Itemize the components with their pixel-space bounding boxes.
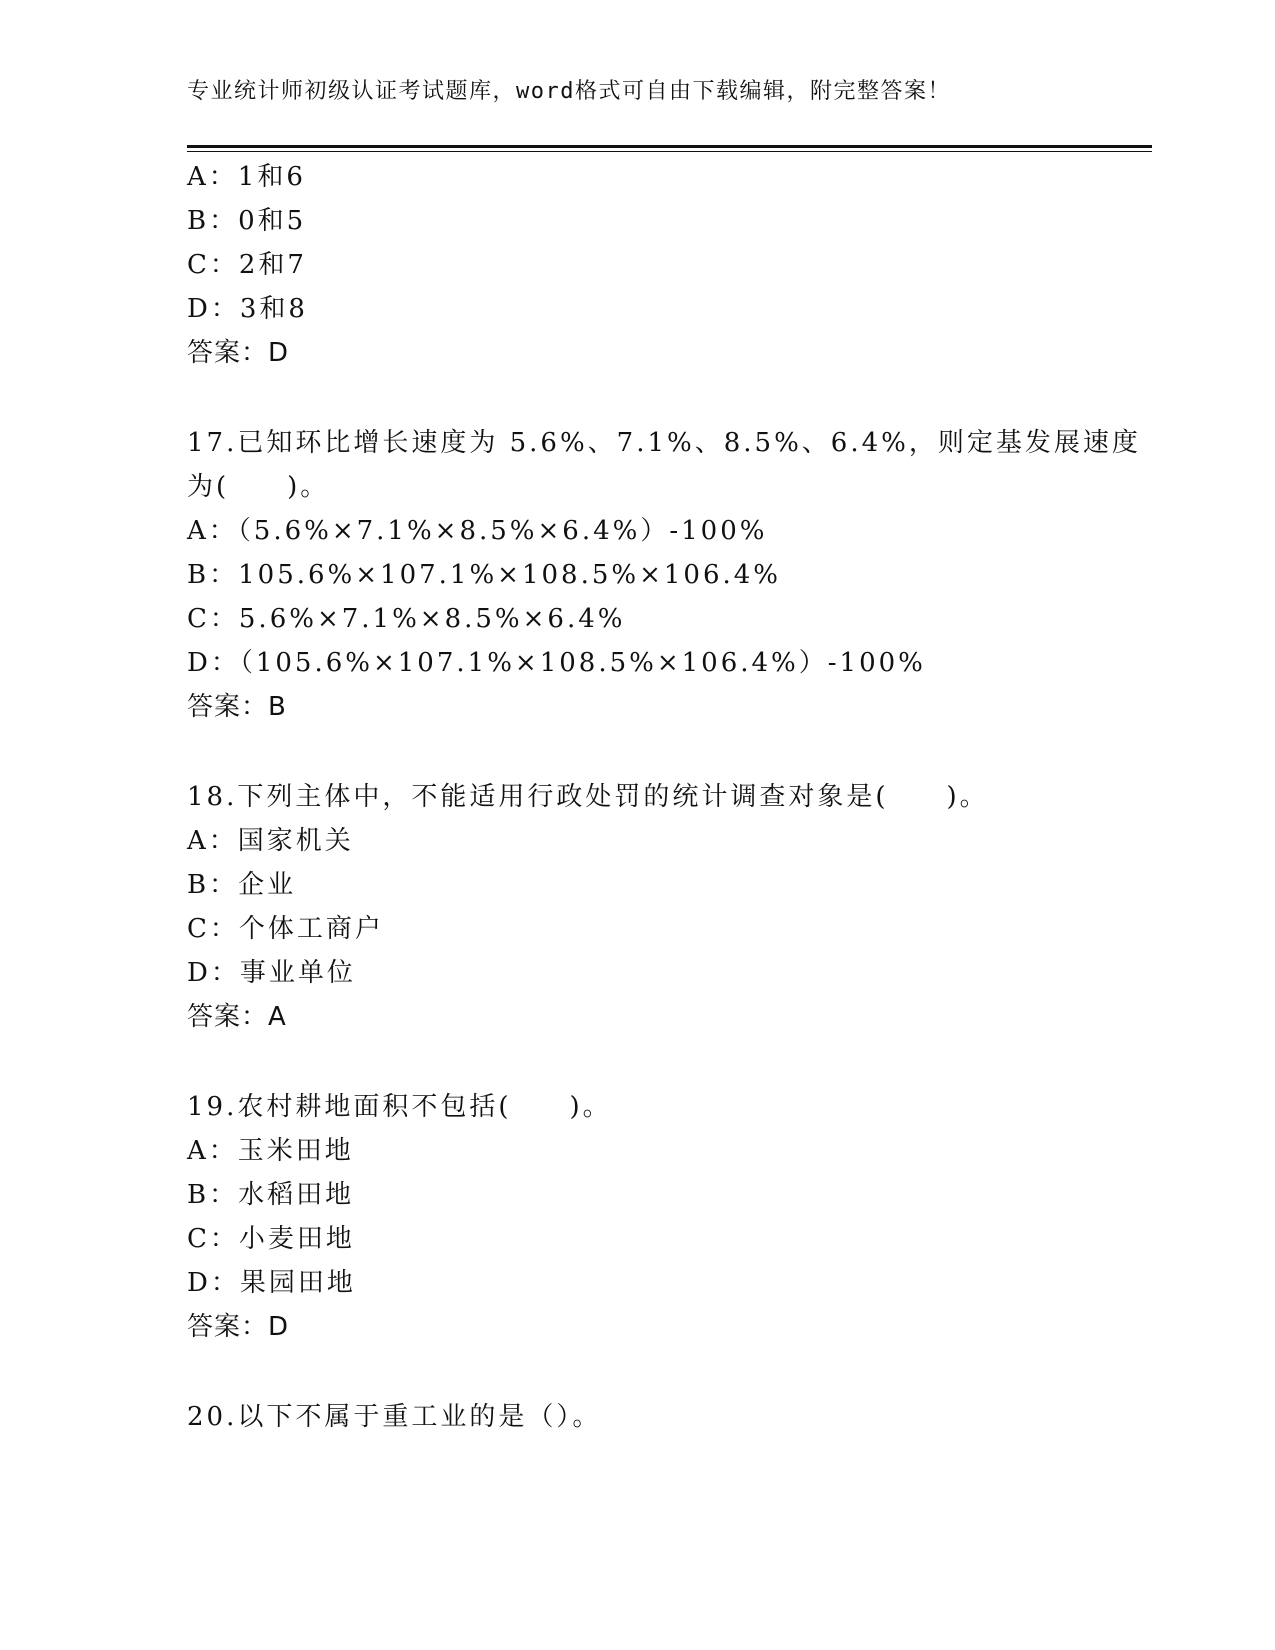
question-stem: 20.以下不属于重工业的是（）。: [187, 1402, 602, 1432]
option-c: C：5.6%×7.1%×8.5%×6.4%: [187, 604, 626, 634]
option-d: D：事业单位: [187, 958, 356, 988]
option-a: A：玉米田地: [187, 1136, 354, 1166]
option-b: B：0和5: [187, 206, 307, 236]
option-a: A：1和6: [187, 162, 306, 192]
question-stem-continued: 为( )。: [187, 472, 330, 502]
option-c: C：个体工商户: [187, 914, 384, 944]
header-rule-thick: [187, 145, 1152, 148]
answer: 答案：B: [187, 692, 287, 722]
option-a: A：（5.6%×7.1%×8.5%×6.4%）-100%: [187, 516, 768, 546]
option-b: B：105.6%×107.1%×108.5%×106.4%: [187, 560, 782, 590]
option-a: A：国家机关: [187, 826, 354, 856]
header-rule-thin: [187, 151, 1152, 152]
option-d: D：3和8: [187, 294, 308, 324]
page-header: 专业统计师初级认证考试题库，word格式可自由下载编辑，附完整答案！: [187, 79, 951, 104]
option-b: B：企业: [187, 870, 297, 900]
answer: 答案：D: [187, 338, 290, 368]
option-d: D：（105.6%×107.1%×108.5%×106.4%）-100%: [187, 648, 926, 678]
answer: 答案：D: [187, 1312, 290, 1342]
option-c: C：2和7: [187, 250, 307, 280]
option-b: B：水稻田地: [187, 1180, 355, 1210]
question-stem: 18.下列主体中，不能适用行政处罚的统计调查对象是( )。: [187, 782, 989, 812]
question-stem: 19.农村耕地面积不包括( )。: [187, 1092, 612, 1122]
option-d: D：果园田地: [187, 1268, 356, 1298]
question-stem: 17.已知环比增长速度为 5.6%、7.1%、8.5%、6.4%，则定基发展速度: [187, 428, 1141, 458]
option-c: C：小麦田地: [187, 1224, 355, 1254]
answer: 答案：A: [187, 1002, 287, 1032]
